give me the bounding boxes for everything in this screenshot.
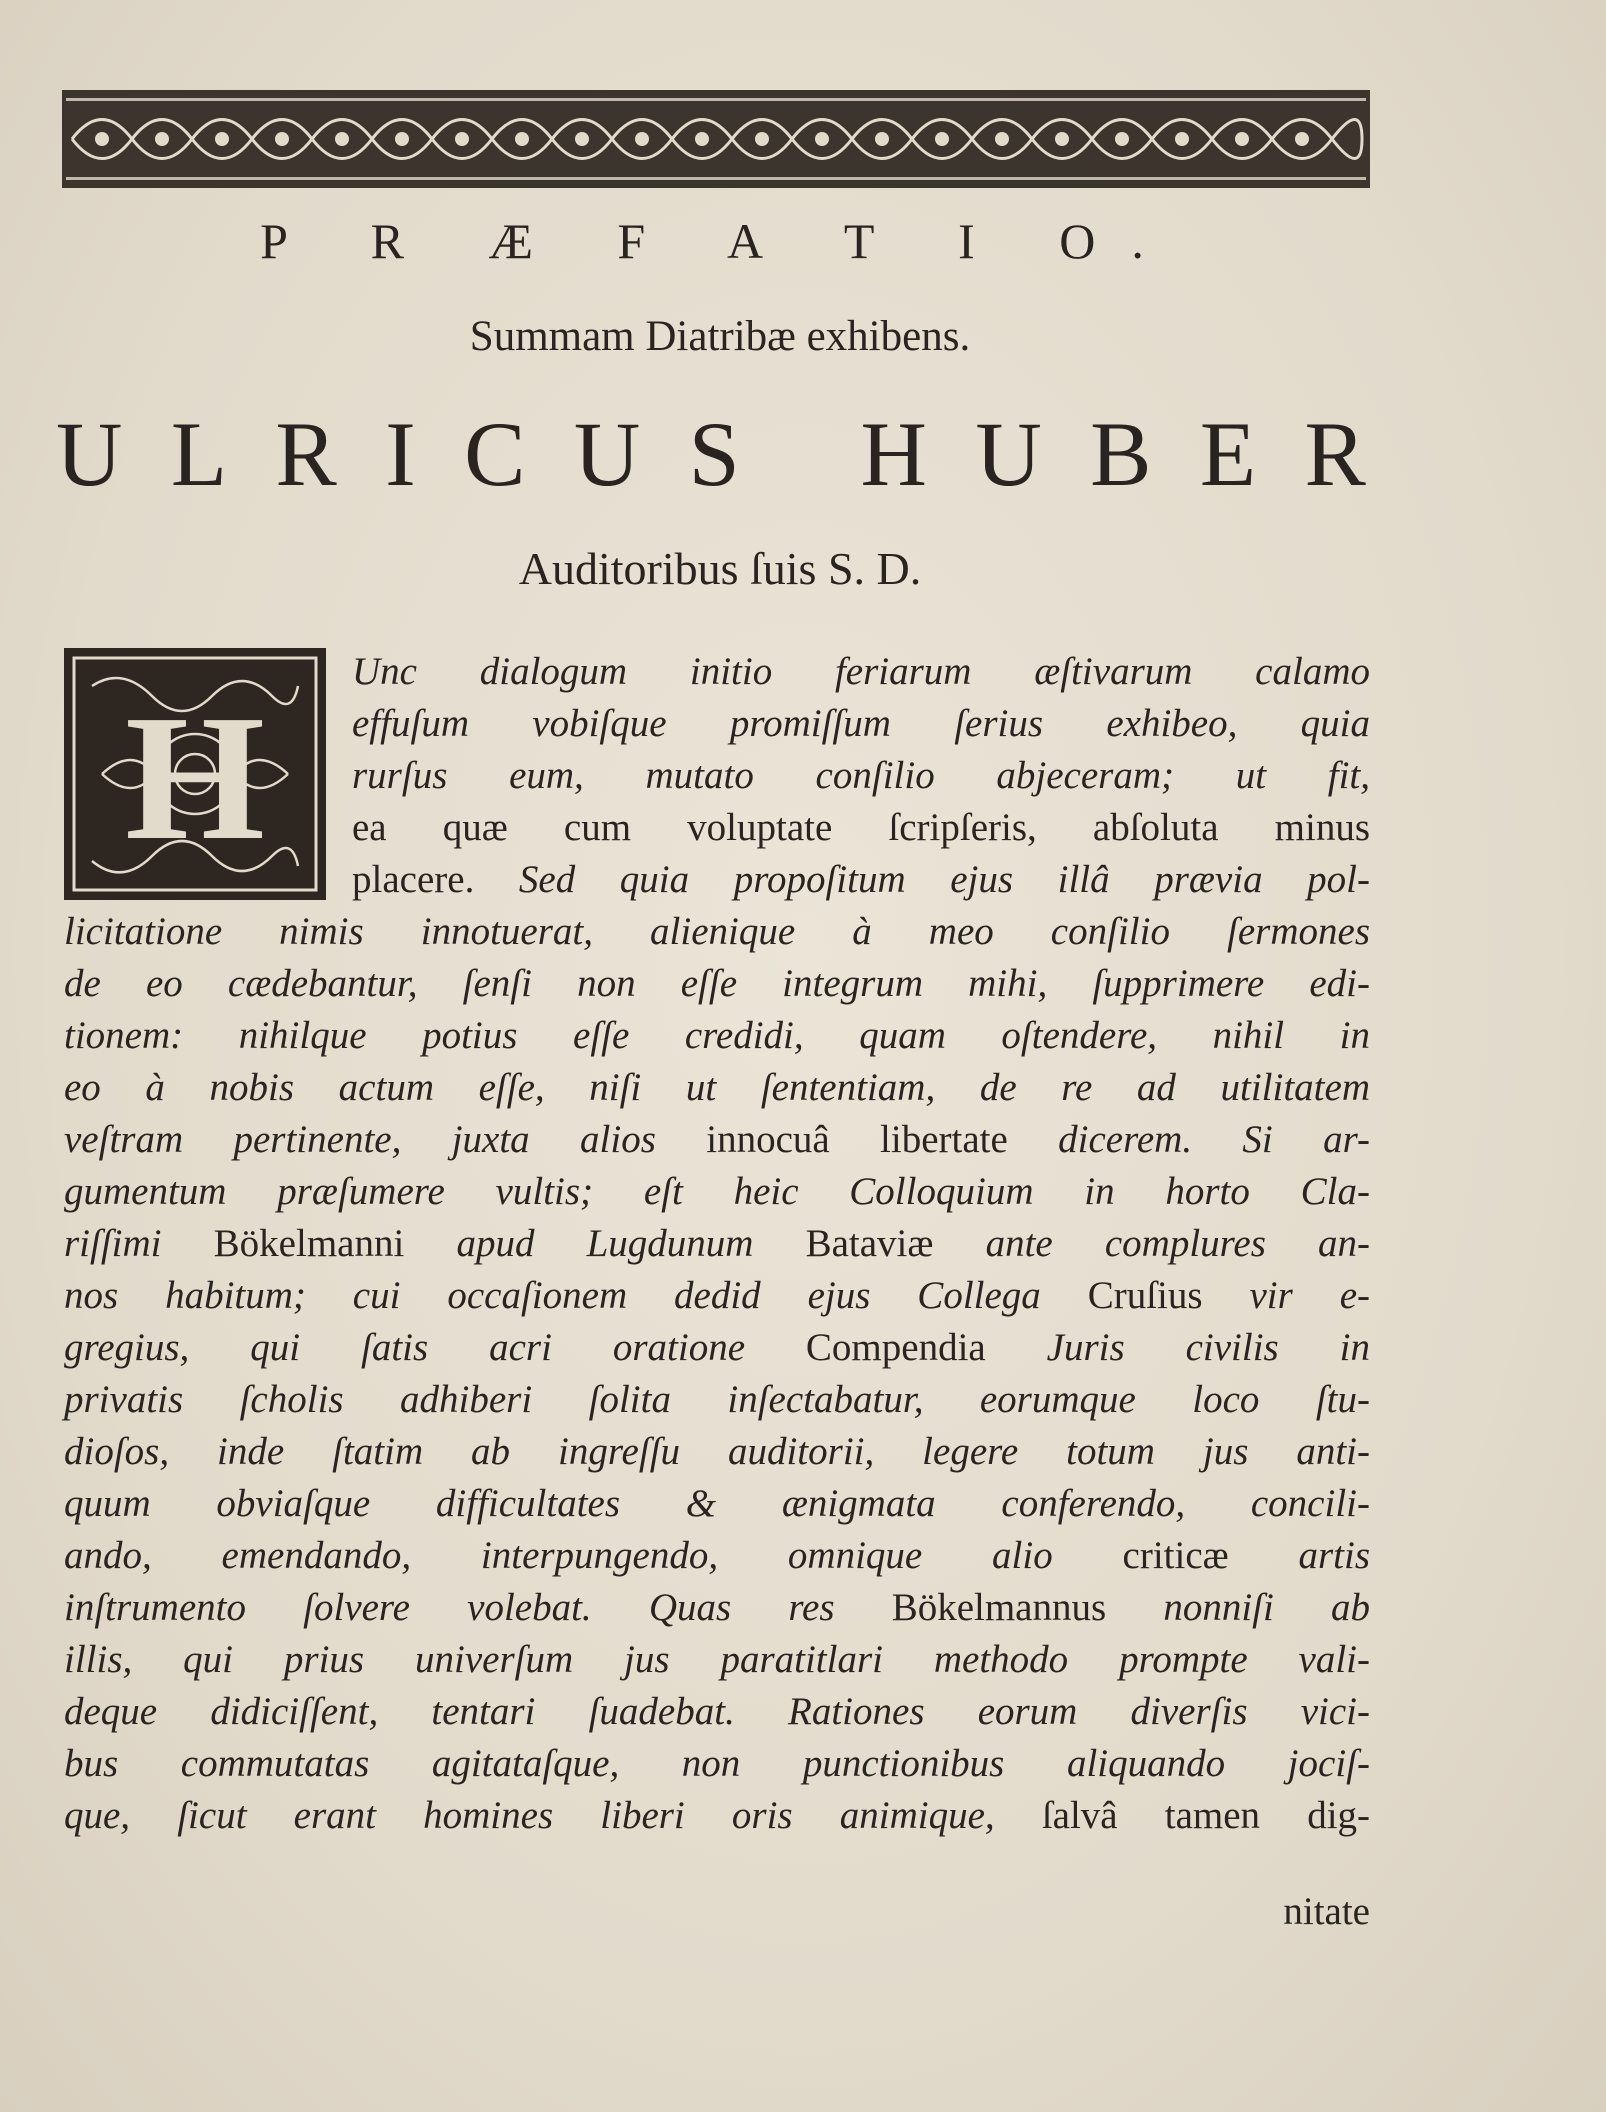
italic-run: nos habitum; cui occaſionem dedid ejus Collega [64, 1274, 1088, 1317]
text-line [352, 750, 1370, 802]
roman-run: Cruſius [1087, 1274, 1250, 1317]
italic-run: artis [1298, 1534, 1370, 1577]
roman-run: Bataviæ [805, 1222, 986, 1265]
text-line [64, 906, 1370, 958]
roman-run: Bökelmannus [891, 1586, 1164, 1629]
text-line [64, 1010, 1370, 1062]
text-line [64, 1426, 1370, 1478]
author-name [56, 403, 1366, 505]
roman-run: innocuâ libertate [706, 1118, 1059, 1161]
text-line [64, 1478, 1370, 1530]
text-line [352, 854, 1370, 906]
italic-run: gumentum præſumere vultis; eſt heic Colloquium in horto Cla- [64, 1170, 1370, 1213]
italic-run: rurſus eum, mutato conſilio abjeceram; ut fit, [352, 754, 1370, 797]
text-line [64, 1634, 1370, 1686]
italic-run: illis, qui prius univerſum jus paratitlari methodo prompte vali- [64, 1638, 1370, 1681]
author-letter: E [1199, 403, 1257, 505]
roman-run: Compendia [805, 1326, 1047, 1369]
page-subtitle: Summam Diatribæ exhibens. [469, 313, 971, 360]
drop-cap-letter: H [124, 678, 266, 877]
text-line [64, 1062, 1370, 1114]
italic-run: licitatione nimis innotuerat, alienique à meo conſilio ſermones [64, 910, 1370, 953]
italic-run: dicerem. Si ar- [1058, 1118, 1370, 1161]
italic-run: ando, emendando, interpungendo, omnique alio [64, 1534, 1123, 1577]
italic-run: veſtram pertinente, juxta alios [64, 1118, 707, 1161]
italic-run: Sed quia propoſitum ejus illâ prævia pol- [518, 858, 1370, 901]
text-line [64, 1322, 1370, 1374]
author-letter: R [1304, 403, 1366, 505]
roman-run: ea quæ cum voluptate ſcripſeris, abſoluta minus [352, 806, 1370, 849]
text-line [352, 802, 1370, 854]
italic-run: Unc dialogum initio feriarum æſtivarum calamo [352, 650, 1370, 693]
italic-run: inſtrumento ſolvere volebat. Quas res [64, 1586, 892, 1629]
text-line [64, 1218, 1370, 1270]
author-letter: B [1090, 403, 1152, 505]
italic-run: effuſum vobiſque promiſſum ſerius exhibeo, quia [352, 702, 1370, 745]
author-letter: U [56, 403, 123, 505]
text-line [64, 1790, 1370, 1842]
italic-run: que, ſicut erant homines liberi oris animique, [64, 1794, 1042, 1837]
ornamental-header-band [62, 90, 1370, 188]
author-letter: I [385, 403, 416, 505]
text-line [64, 1582, 1370, 1634]
text-line [64, 1374, 1370, 1426]
roman-run: criticæ [1122, 1534, 1299, 1577]
roman-run: Bökelmanni [213, 1222, 457, 1265]
author-letter: C [464, 403, 526, 505]
italic-run: nonniſi ab [1163, 1586, 1370, 1629]
italic-run: tionem: nihilque potius eſſe credidi, quam oſtendere, nihil in [64, 1014, 1370, 1057]
text-line [352, 698, 1370, 750]
text-line [64, 1166, 1370, 1218]
author-letter: U [975, 403, 1042, 505]
italic-run: bus commutatas agitataſque, non punctionibus aliquando jociſ- [64, 1742, 1370, 1785]
italic-run: eo à nobis actum eſſe, niſi ut ſententiam, de re ad utilitatem [64, 1066, 1370, 1109]
author-letter: L [170, 403, 228, 505]
salutation: Auditoribus ſuis S. D. [518, 543, 922, 594]
author-letter: H [860, 403, 927, 505]
italic-run: riſſimi [64, 1222, 214, 1265]
roman-run: placere. [352, 858, 519, 901]
text-line [64, 1686, 1370, 1738]
page-title: P R Æ F A T I O. [260, 213, 1180, 269]
italic-run: gregius, qui ſatis acri oratione [64, 1326, 806, 1369]
text-line [352, 646, 1370, 698]
text-line [64, 1738, 1370, 1790]
author-letter: U [573, 403, 641, 505]
author-letter: R [275, 403, 337, 505]
italic-run: vir e- [1249, 1274, 1371, 1317]
text-line [64, 1270, 1370, 1322]
author-space [788, 408, 812, 500]
italic-run: apud Lugdunum [456, 1222, 806, 1265]
italic-run: ante complures an- [985, 1222, 1370, 1265]
italic-run: privatis ſcholis adhiberi ſolita inſectabatur, eorumque loco ſtu- [64, 1378, 1370, 1421]
italic-run: Juris civilis in [1046, 1326, 1370, 1369]
text-line [64, 1530, 1370, 1582]
author-letter: S [688, 403, 740, 505]
italic-run: deque didiciſſent, tentari ſuadebat. Rationes eorum diverſis vici- [64, 1690, 1370, 1733]
italic-run: quum obviaſque difficultates & ænigmata conferendo, concili- [64, 1482, 1370, 1525]
text-line [64, 1114, 1370, 1166]
text-line [64, 958, 1370, 1010]
roman-run: ſalvâ tamen dig- [1041, 1794, 1371, 1837]
italic-run: de eo cædebantur, ſenſi non eſſe integrum mihi, ſupprimere edi- [64, 962, 1370, 1005]
italic-run: dioſos, inde ſtatim ab ingreſſu auditorii, legere totum jus anti- [64, 1430, 1370, 1473]
drop-cap-initial [62, 646, 328, 902]
catchword: nitate [1283, 1890, 1370, 1933]
